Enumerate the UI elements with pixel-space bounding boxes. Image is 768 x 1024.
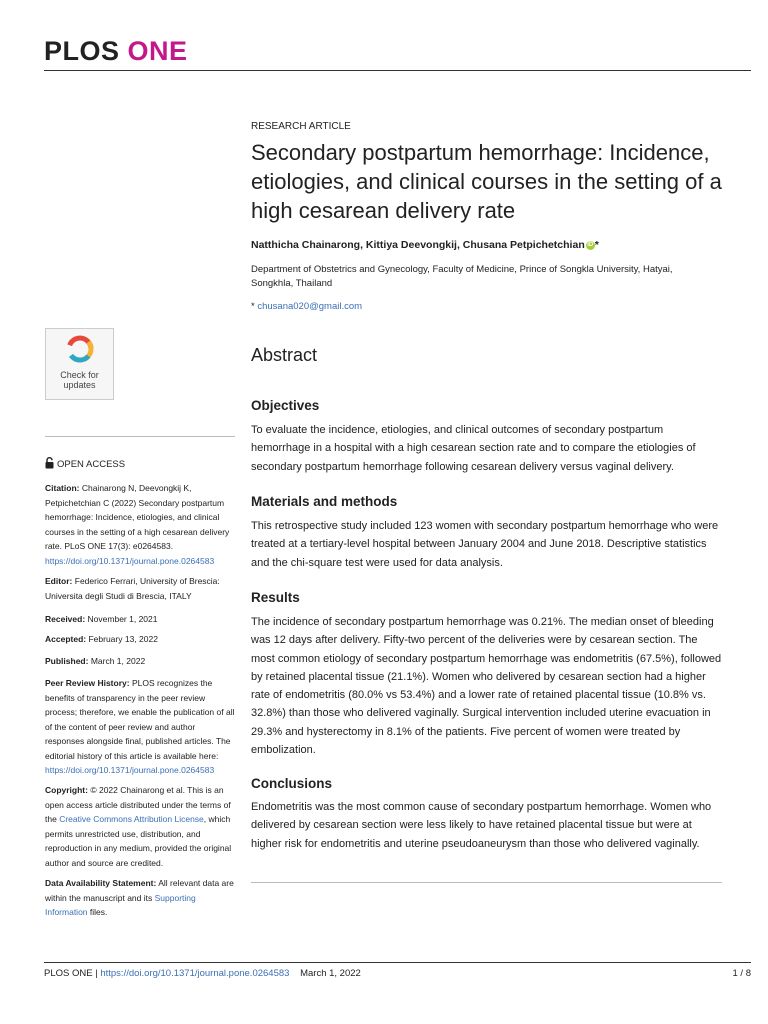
license-link[interactable]: Creative Commons Attribution License <box>59 814 204 824</box>
objectives-text: To evaluate the incidence, etiologies, and clinical outcomes of secondary postpartum hemorrhage in a hospital with a high cesarean section rate and to compare the etiologies of secondary postpartum hemorrhage following cesarean delivery versus vaginal delivery. <box>251 424 696 473</box>
email-link[interactable]: chusana020@gmail.com <box>257 301 363 312</box>
citation-block <box>45 481 235 568</box>
data-availability-block <box>45 876 235 920</box>
peer-review-link[interactable]: https://doi.org/10.1371/journal.pone.0264583 <box>45 765 215 775</box>
editor-block <box>45 574 235 603</box>
data-availability-text-2: files. <box>89 907 108 917</box>
logo-one: ONE <box>127 36 188 66</box>
author-names: Natthicha Chainarong, Kittiya Deevongkij, Chusana Petpichetchian <box>251 239 585 251</box>
footer-date: March 1, 2022 <box>300 968 361 979</box>
published-date: March 1, 2022 <box>90 656 146 666</box>
footer-doi-link[interactable]: https://doi.org/10.1371/journal.pone.0264583 <box>100 968 290 979</box>
data-availability-text-1: All relevant data are within the manuscript and its <box>45 878 234 903</box>
author-list <box>251 239 599 251</box>
check-for-updates-badge[interactable] <box>45 328 114 400</box>
email-prefix: * <box>251 301 255 312</box>
sidebar-divider <box>45 436 235 437</box>
peer-review-text: PLOS recognizes the benefits of transparency in the peer review process; therefore, we enable the publication of all of the content of peer review and author responses alongside final, published articles. The editorial history of this article is available here: <box>45 678 235 761</box>
check-updates-label: Check for updates <box>60 370 99 390</box>
results-text: The incidence of secondary postpartum hemorrhage was 0.21%. The median onset of bleeding was 12 days after delivery. Fifty-two percent of the deliveries were by cesarean section. The most common etiology of secondary postpartum hemorrhage was endometritis (67.5%), followed by retained placental tissue (21.1%). Women who delivered by cesarean section had a higher rate of endometritis (80.0% vs 53.4%) and a lower rate of retained placental tissue (10.8% vs. 32.8%) than those who delivered vaginally. Surgical intervention included uterine evacuation in 29.3% and hysterectomy in 8.1% of the patients. Five percent of women were treated by embolization. <box>251 616 722 757</box>
peer-review-label: Peer Review History: <box>45 678 130 688</box>
footer-journal: PLOS ONE <box>44 968 93 979</box>
footer <box>44 968 361 979</box>
received-block <box>45 612 235 627</box>
article-title: Secondary postpartum hemorrhage: Incidence, etiologies, and clinical courses in the setting of a high cesarean delivery rate <box>251 140 722 223</box>
editor-label: Editor: <box>45 576 73 586</box>
copyright-text-1: © 2022 Chainarong et al. This is an open access article distributed under the terms of the <box>45 785 231 824</box>
results-heading: Results <box>251 590 300 605</box>
header-divider <box>44 70 751 71</box>
objectives-heading: Objectives <box>251 398 320 413</box>
methods-text: This retrospective study included 123 women with secondary postpartum hemorrhage who were treated at a tertiary-level hospital between January 2004 and June 2018. Descriptive statistics and the chi-square test were used for data analysis. <box>251 520 719 569</box>
check-updates-icon <box>66 335 94 363</box>
accepted-date: February 13, 2022 <box>88 634 158 644</box>
open-lock-icon <box>45 457 54 469</box>
citation-doi-link[interactable]: https://doi.org/10.1371/journal.pone.0264583 <box>45 555 215 566</box>
accepted-label: Accepted: <box>45 634 87 644</box>
open-access-badge <box>45 457 125 470</box>
received-date: November 1, 2021 <box>87 614 158 624</box>
methods-heading: Materials and methods <box>251 494 398 509</box>
abstract-heading: Abstract <box>251 345 318 365</box>
conclusions-heading: Conclusions <box>251 776 333 791</box>
page-number: 1 / 8 <box>732 968 751 979</box>
abstract-end-divider <box>251 882 722 883</box>
affiliation: Department of Obstetrics and Gynecology, Faculty of Medicine, Prince of Songkla University, Hatyai, Songkhla, Thailand <box>251 264 673 289</box>
published-block <box>45 654 235 669</box>
conclusions-text: Endometritis was the most common cause of secondary postpartum hemorrhage. Women who delivered by cesarean section were less likely to have retained placental tissue but were at higher risk for endometritis and uterine pseudoaneurysm than those who delivered vaginally. <box>251 801 712 850</box>
footer-separator: | <box>95 968 98 979</box>
article-type: RESEARCH ARTICLE <box>251 121 351 132</box>
footer-divider <box>44 962 751 963</box>
copyright-block <box>45 783 235 870</box>
data-availability-label: Data Availability Statement: <box>45 878 157 888</box>
copyright-label: Copyright: <box>45 785 88 795</box>
logo-plos: PLOS <box>44 36 120 66</box>
journal-logo <box>44 36 188 67</box>
orcid-icon[interactable]: iD <box>587 241 594 248</box>
published-label: Published: <box>45 656 89 666</box>
supporting-information-link[interactable]: Supporting Information <box>45 892 196 917</box>
copyright-text-2: , which permits unrestricted use, distribution, and reproduction in any medium, provided the original author and source are credited. <box>45 814 232 868</box>
email-line <box>251 301 362 312</box>
editor-text: Federico Ferrari, University of Brescia: Universita degli Studi di Brescia, ITALY <box>45 576 220 601</box>
peer-review-block <box>45 676 235 778</box>
open-access-label: OPEN ACCESS <box>57 459 126 470</box>
corresponding-mark: * <box>594 239 599 251</box>
citation-text: Chainarong N, Deevongkij K, Petpichetchian C (2022) Secondary postpartum hemorrhage: Incidence, etiologies, and clinical courses in the setting of a high cesarean delivery rate. PLoS ONE 17(3): e0264583. <box>45 483 230 551</box>
received-label: Received: <box>45 614 86 624</box>
accepted-block <box>45 632 235 647</box>
citation-label: Citation: <box>45 483 80 493</box>
